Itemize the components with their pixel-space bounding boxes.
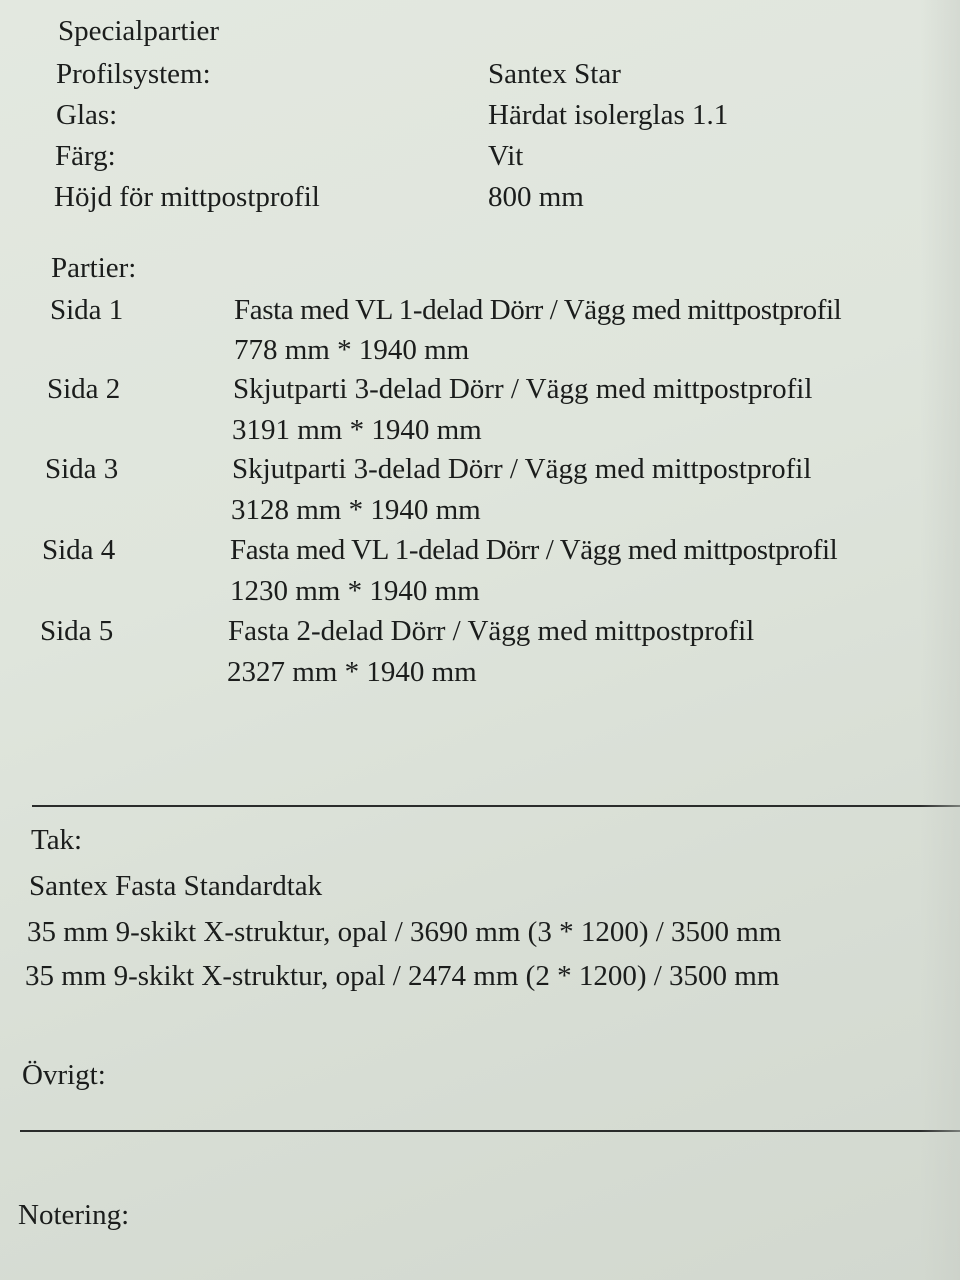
parti-size: 3191 mm * 1940 mm (232, 414, 482, 446)
parti-desc: Fasta med VL 1-delad Dörr / Vägg med mittpostprofil (230, 534, 838, 566)
parti-side: Sida 1 (50, 294, 124, 326)
tak-line (27, 915, 781, 949)
tak-heading (31, 823, 82, 857)
spec-label: Höjd för mittpostprofil (54, 181, 320, 213)
spec-label: Profilsystem: (56, 58, 211, 90)
spec-value: Härdat isolerglas 1.1 (488, 99, 729, 131)
parti-desc: Fasta 2-delad Dörr / Vägg med mittpostprofil (228, 615, 755, 647)
parti-desc: Fasta med VL 1-delad Dörr / Vägg med mittpostprofil (234, 294, 842, 326)
tak-heading-text: Tak: (31, 824, 83, 856)
tak-line (29, 869, 322, 903)
spec-value: 800 mm (488, 181, 584, 213)
divider (32, 805, 960, 807)
parti-size: 2327 mm * 1940 mm (227, 656, 477, 688)
parti-desc: Skjutparti 3-delad Dörr / Vägg med mittpostprofil (232, 453, 812, 485)
partier-heading-text: Partier: (51, 252, 137, 284)
parti-side: Sida 2 (47, 373, 121, 405)
specialpartier-title: Specialpartier (58, 15, 220, 47)
section-title (58, 14, 219, 48)
tak-spec: 35 mm 9-skikt X-struktur, opal / 3690 mm (3 * 1200) / 3500 mm (27, 916, 782, 948)
parti-size: 778 mm * 1940 mm (234, 334, 470, 366)
tak-product: Santex Fasta Standardtak (29, 870, 323, 902)
spec-value: Santex Star (488, 58, 621, 90)
tak-spec: 35 mm 9-skikt X-struktur, opal / 2474 mm (2 * 1200) / 3500 mm (25, 960, 780, 992)
divider (20, 1130, 960, 1132)
parti-size: 1230 mm * 1940 mm (230, 575, 480, 607)
parti-size: 3128 mm * 1940 mm (231, 494, 481, 526)
paper-edge-shadow (920, 0, 960, 1280)
spec-label: Glas: (56, 99, 118, 131)
notering-heading-text: Notering: (18, 1199, 130, 1231)
partier-heading (51, 251, 136, 285)
ovrigt-heading (22, 1058, 106, 1092)
spec-label: Färg: (55, 140, 116, 172)
spec-value: Vit (488, 140, 524, 172)
notering-heading (18, 1198, 129, 1232)
parti-desc: Skjutparti 3-delad Dörr / Vägg med mittpostprofil (233, 373, 813, 405)
parti-side: Sida 3 (45, 453, 119, 485)
parti-side: Sida 5 (40, 615, 114, 647)
tak-line (25, 959, 779, 993)
parti-side: Sida 4 (42, 534, 116, 566)
ovrigt-heading-text: Övrigt: (22, 1059, 106, 1091)
